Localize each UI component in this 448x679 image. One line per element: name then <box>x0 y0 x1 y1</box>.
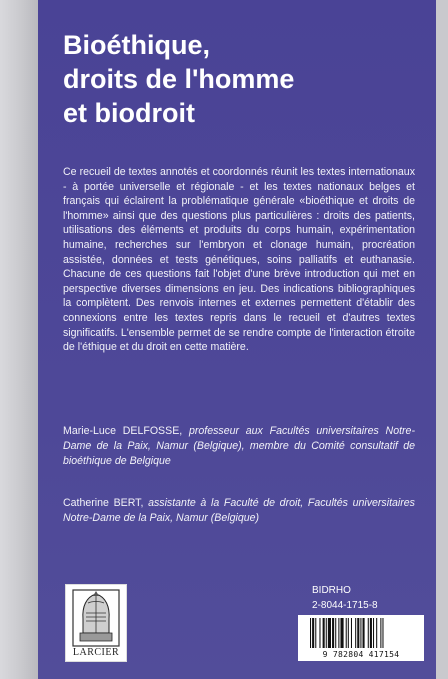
page-right-edge <box>436 0 448 679</box>
author-2-name: Catherine BERT, <box>63 497 144 509</box>
book-description: Ce recueil de textes annotés et coordonnés réunit les textes internationaux - à portée universelle et régionale - et les textes nationaux belges et français qui éclairent la problématique générale «bioéthique et droits de l'homme» ainsi que des questions plus particulières : droits des patients, utilisations des éléments et produits du corps humain, expérimentation humaine, recherches sur l'embryon et clonage humain, procréation assistée, données et tests génétiques, soins palliatifs et euthanasie. Chacune de ces questions fait l'objet d'une brève introduction qui met en perspective diverses dimensions en jeu. Des indications bibliographiques la complètent. Des renvois internes et externes permettent d'établir des connexions entre les textes repris dans le recueil et d'autres textes significatifs. L'ensemble permet de se rendre compte de l'interaction étroite de l'éthique et du droit en cette matière. <box>63 166 415 354</box>
title-line-1: Bioéthique, <box>63 30 210 60</box>
barcode-digits: 9 782804 417154 <box>322 650 400 659</box>
title-line-3: et biodroit <box>63 98 195 128</box>
page-left-edge <box>0 0 38 679</box>
barcode <box>298 615 424 661</box>
title-line-2: droits de l'homme <box>63 64 295 94</box>
barcode-icon <box>310 618 412 648</box>
author-2 <box>63 496 415 526</box>
author-1-role: professeur aux Facultés universitaires Notre-Dame de la Paix, Namur (Belgique), membre du Comité consultatif de bioéthique de Belgique <box>63 425 415 467</box>
isbn: 2-8044-1715-8 <box>312 600 378 611</box>
series-code: BIDRHO <box>312 585 351 596</box>
author-1-name: Marie-Luce DELFOSSE, <box>63 425 183 437</box>
publisher-logo <box>65 584 127 662</box>
publisher-name: LARCIER <box>72 647 120 658</box>
knight-helmet-logo-icon <box>72 589 120 647</box>
author-2-role: assistante à la Faculté de droit, Facultés universitaires Notre-Dame de la Paix, Namur (Belgique) <box>63 497 415 524</box>
author-1 <box>63 424 415 469</box>
book-title <box>63 28 423 130</box>
